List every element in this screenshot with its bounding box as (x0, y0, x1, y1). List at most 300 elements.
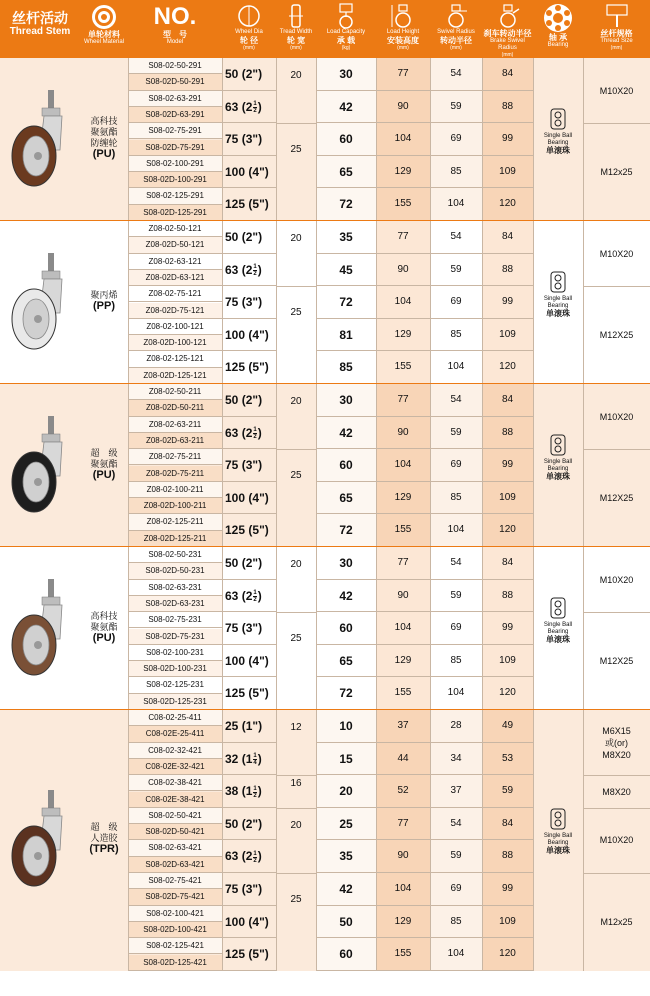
load-capacity-value: 45 (316, 254, 376, 287)
brake-radius-value: 84 (482, 547, 533, 580)
wheel-dia-inch-open: ( (238, 425, 246, 440)
wheel-dia-inch-close: ) (264, 914, 269, 929)
model-number: C08-02-25-411 (128, 710, 222, 726)
material-name: 超 级 (90, 822, 118, 833)
wheel-dia-mm: 32 (225, 751, 239, 766)
material-name: 高科技 (90, 116, 118, 126)
header-load (316, 0, 376, 61)
tread-width-icon (287, 3, 305, 29)
brake-radius-value: 84 (482, 384, 533, 417)
header-tread-cn: 轮 宽 (286, 36, 306, 45)
load-height-value: 104 (376, 286, 430, 319)
column-divider (482, 710, 483, 971)
column-divider (482, 384, 483, 547)
wheel-dia-fraction (253, 101, 256, 114)
wheel-dia-icon (238, 3, 260, 29)
swivel-radius-value: 69 (430, 612, 482, 645)
wheel-dia-fraction (253, 590, 256, 603)
tread-width-value: 20 (290, 70, 302, 81)
wheel-dia-inch-open: ( (238, 295, 246, 310)
swivel-radius-value: 34 (430, 743, 482, 776)
bearing-line2: Bearing (547, 302, 569, 309)
wheel-dia-cell (222, 123, 276, 156)
wheel-dia-cell (222, 938, 276, 971)
load-capacity-value: 72 (316, 514, 376, 547)
wheel-dia-inch-close: ) (264, 360, 269, 375)
model-number: S08-02D-100-291 (128, 172, 222, 188)
wheel-dia-inch-open: ( (238, 262, 246, 277)
wheel-dia-inch-close: ) (264, 947, 269, 962)
bearing-cn: 单滚珠 (546, 471, 570, 481)
header-height-en: Load Height (386, 29, 420, 35)
wheel-dia-cell (222, 319, 276, 352)
swivel-radius-value: 28 (430, 710, 482, 743)
swivel-radius-value: 54 (430, 221, 482, 254)
model-number: Z08-02D-50-121 (128, 237, 222, 253)
header-swivel-cn: 转动半径 (440, 36, 472, 45)
load-capacity-value: 85 (316, 351, 376, 384)
wheel-dia-inch: 2 (245, 230, 253, 244)
model-number: Z08-02-125-121 (128, 351, 222, 367)
material-name: 聚丙烯 (90, 290, 118, 300)
caster-image (4, 253, 76, 353)
load-capacity-value: 60 (316, 449, 376, 482)
tread-divider (276, 449, 316, 450)
model-number: S08-02-100-421 (128, 906, 222, 922)
fraction-numerator: 1 (253, 752, 257, 759)
model-number: S08-02-75-231 (128, 612, 222, 628)
brake-radius-value: 120 (482, 677, 533, 710)
header-wheel-dia-en: Wheel Dia (235, 29, 263, 35)
thread-size-value (583, 85, 650, 97)
wheel-dia-mm: 125 (225, 686, 246, 701)
wheel-dia-mm: 100 (225, 914, 246, 929)
thread-size-value (583, 411, 650, 423)
load-height-value: 155 (376, 938, 430, 971)
wheel-dia-inch-open: ( (245, 327, 253, 342)
swivel-radius-value: 104 (430, 351, 482, 384)
wheel-dia-inch-mark: " (259, 653, 265, 668)
wheel-dia-inch: 5 (252, 197, 260, 212)
wheel-dia-inch-close: ) (258, 67, 263, 81)
model-number: S08-02-63-291 (128, 91, 222, 107)
wheel-dia-mm: 100 (225, 490, 246, 505)
swivel-radius-value: 59 (430, 580, 482, 613)
swivel-radius-value: 69 (430, 123, 482, 156)
load-capacity-value: 72 (316, 286, 376, 319)
thread-size-line: M12X25 (599, 330, 634, 341)
column-divider (128, 58, 129, 221)
fraction-denominator: 2 (253, 107, 257, 114)
wheel-dia-fraction (253, 264, 256, 277)
wheel-dia-inch-whole: 1 (245, 751, 253, 766)
swivel-radius-icon (443, 3, 469, 29)
thread-size-line: M8X20 (602, 749, 631, 760)
wheel-dia-value (222, 906, 279, 939)
thread-size-line: M12x25 (600, 916, 633, 927)
wheel-dia-value (222, 188, 279, 221)
swivel-radius-value: 104 (430, 677, 482, 710)
model-number: S08-02D-50-291 (128, 74, 222, 90)
header-wheel-dia (222, 0, 276, 61)
load-height-value: 90 (376, 840, 430, 873)
load-capacity-value: 30 (316, 384, 376, 417)
model-number: S08-02D-125-421 (128, 955, 222, 971)
wheel-dia-inch-whole: 1 (245, 784, 253, 799)
model-number: Z08-02D-100-121 (128, 335, 222, 351)
model-number: Z08-02D-100-211 (128, 498, 222, 514)
tread-divider (276, 873, 316, 874)
swivel-radius-value: 54 (430, 808, 482, 841)
thread-size-value (583, 725, 650, 761)
column-divider (583, 384, 584, 547)
caster-image (4, 90, 76, 190)
model-number: S08-02D-75-291 (128, 140, 222, 156)
wheel-dia-inch: 4 (252, 327, 260, 342)
wheel-dia-inch: 1 (245, 719, 253, 733)
brake-radius-value: 99 (482, 286, 533, 319)
tread-divider (276, 123, 316, 124)
model-number: S08-02-75-291 (128, 123, 222, 139)
wheel-dia-value (222, 677, 279, 710)
wheel-dia-mm: 50 (225, 556, 239, 570)
model-number: S08-02D-63-421 (128, 857, 222, 873)
brake-radius-value: 120 (482, 514, 533, 547)
brake-radius-value: 120 (482, 188, 533, 221)
column-divider (276, 384, 277, 547)
wheel-dia-inch-open: ( (238, 230, 246, 244)
swivel-radius-value: 85 (430, 645, 482, 678)
column-divider (222, 710, 223, 971)
wheel-dia-cell (222, 808, 276, 841)
wheel-dia-mm: 75 (225, 882, 239, 896)
wheel-dia-mm: 125 (225, 360, 246, 375)
wheel-dia-value (222, 384, 279, 417)
model-number: Z08-02-50-121 (128, 221, 222, 237)
single-ball-bearing-icon (550, 597, 566, 619)
wheel-dia-inch-open: ( (238, 132, 246, 147)
wheel-dia-inch-mark: " (252, 132, 259, 147)
wheel-dia-cell (222, 91, 276, 124)
tread-width-value: 20 (290, 559, 302, 570)
caster-image (4, 579, 76, 679)
caster-image (4, 416, 76, 516)
bearing-info (533, 271, 583, 317)
wheel-dia-inch-close: ) (264, 523, 269, 538)
wheel-dia-cell (222, 775, 276, 808)
wheel-dia-inch: 5 (252, 523, 260, 538)
wheel-dia-mm: 75 (225, 132, 239, 147)
wheel-dia-inch-open: ( (245, 653, 253, 668)
model-number: Z08-02-50-211 (128, 384, 222, 400)
material-name: 高科技 (90, 610, 118, 621)
load-height-value: 155 (376, 514, 430, 547)
wheel-dia-inch-close: ) (257, 849, 262, 864)
wheel-dia-inch-close: ) (257, 784, 262, 799)
wheel-dia-inch: 2 (245, 67, 253, 81)
wheel-dia-value (222, 710, 279, 743)
bearing-line2: Bearing (547, 139, 569, 146)
model-number: C08-02-32-421 (128, 743, 222, 759)
header-height-cn: 安装高度 (387, 36, 419, 45)
wheel-dia-cell (222, 254, 276, 287)
model-number: C08-02E-25-411 (128, 726, 222, 742)
bearing-cn: 单滚珠 (546, 145, 570, 155)
wheel-dia-inch-close: ) (264, 686, 269, 701)
column-divider (533, 547, 534, 710)
wheel-dia-inch-open: ( (238, 588, 246, 603)
column-divider (222, 221, 223, 384)
wheel-dia-inch-close: ) (258, 458, 263, 473)
tread-width-value: 20 (290, 233, 302, 244)
wheel-dia-cell (222, 743, 276, 776)
wheel-dia-cell (222, 188, 276, 221)
product-group (0, 58, 650, 221)
wheel-dia-mm: 100 (225, 653, 246, 668)
bearing-line2: Bearing (547, 465, 569, 472)
load-capacity-icon (334, 3, 358, 29)
wheel-dia-inch-close: ) (257, 751, 262, 766)
wheel-dia-inch-close: ) (258, 882, 263, 896)
brake-radius-value: 120 (482, 351, 533, 384)
thread-divider (583, 123, 650, 124)
wheel-material-label (80, 290, 128, 312)
wheel-dia-value (222, 417, 279, 450)
wheel-dia-inch: 3 (245, 295, 253, 310)
brake-radius-value: 99 (482, 449, 533, 482)
load-capacity-value: 30 (316, 547, 376, 580)
wheel-dia-value (222, 645, 279, 678)
load-height-value: 90 (376, 91, 430, 124)
wheel-dia-value (222, 156, 279, 189)
header-wheel-material-cn: 单轮材料 (88, 30, 120, 39)
wheel-dia-inch-mark: " (252, 295, 259, 310)
wheel-dia-value (222, 840, 279, 873)
model-number: S08-02D-63-231 (128, 596, 222, 612)
wheel-dia-mm: 63 (225, 588, 239, 603)
wheel-dia-cell (222, 580, 276, 613)
wheel-dia-inch: 5 (252, 947, 260, 962)
wheel-dia-inch-open: ( (238, 784, 246, 799)
fraction-denominator: 2 (253, 792, 257, 799)
load-capacity-value: 65 (316, 156, 376, 189)
header-bearing-en: Bearing (547, 42, 569, 48)
wheel-dia-mm: 50 (225, 816, 239, 831)
column-divider (222, 384, 223, 547)
model-number: S08-02D-75-421 (128, 889, 222, 905)
wheel-dia-inch-open: ( (238, 621, 246, 636)
wheel-dia-inch-close: ) (264, 197, 269, 212)
column-divider (376, 221, 377, 384)
wheel-dia-mm: 125 (225, 523, 246, 538)
swivel-radius-value: 59 (430, 417, 482, 450)
tread-width-value: 20 (290, 819, 302, 831)
swivel-radius-value: 85 (430, 482, 482, 515)
material-name: 超 级 (90, 447, 118, 458)
wheel-dia-inch-mark: " (252, 458, 259, 473)
brake-swivel-icon (495, 3, 521, 29)
fraction-denominator: 4 (253, 759, 257, 766)
wheel-dia-value (222, 254, 279, 287)
load-capacity-value: 72 (316, 188, 376, 221)
wheel-dia-value (222, 547, 279, 580)
model-number: S08-02-50-231 (128, 547, 222, 563)
wheel-dia-inch-close: ) (257, 99, 262, 114)
load-height-value: 90 (376, 580, 430, 613)
wheel-dia-inch-open: ( (238, 393, 246, 407)
wheel-dia-inch-open: ( (238, 458, 246, 473)
wheel-dia-cell (222, 417, 276, 450)
wheel-dia-inch: 2 (245, 816, 253, 831)
load-capacity-value: 30 (316, 58, 376, 91)
wheel-dia-cell (222, 547, 276, 580)
product-group (0, 221, 650, 384)
wheel-dia-mm: 100 (225, 164, 246, 179)
thread-size-line: M10X20 (599, 248, 634, 259)
material-name: 聚氨酯 (90, 127, 118, 137)
wheel-dia-mm: 25 (225, 719, 239, 733)
header-bearing-cn: 轴 承 (548, 33, 568, 42)
swivel-radius-value: 54 (430, 547, 482, 580)
load-height-value: 129 (376, 156, 430, 189)
model-number: Z08-02-100-121 (128, 319, 222, 335)
column-divider (276, 221, 277, 384)
column-divider (128, 384, 129, 547)
wheel-dia-inch-mark: " (259, 360, 265, 375)
wheel-dia-cell (222, 677, 276, 710)
thread-size-line: M12X25 (599, 656, 634, 667)
column-divider (376, 384, 377, 547)
wheel-dia-value (222, 580, 279, 613)
wheel-dia-inch: 5 (252, 686, 260, 701)
wheel-dia-inch-close: ) (258, 393, 263, 407)
fraction-denominator: 2 (253, 433, 257, 440)
wheel-dia-value (222, 286, 279, 319)
tread-width-value: 25 (290, 894, 302, 905)
bearing-line2: Bearing (547, 628, 569, 635)
wheel-dia-mm: 63 (225, 262, 239, 277)
wheel-dia-mm: 50 (225, 67, 239, 81)
wheel-dia-value (222, 91, 279, 124)
load-capacity-value: 60 (316, 123, 376, 156)
table-header (0, 0, 650, 58)
wheel-dia-cell (222, 710, 276, 743)
thread-divider (583, 612, 650, 613)
swivel-radius-value: 85 (430, 156, 482, 189)
model-number: Z08-02D-63-211 (128, 433, 222, 449)
bearing-line1: Single Ball (543, 458, 573, 465)
wheel-dia-inch-mark: " (259, 523, 265, 538)
swivel-radius-value: 54 (430, 384, 482, 417)
header-model-cn: 型 号 (163, 30, 187, 39)
wheel-dia-mm: 63 (225, 99, 239, 114)
header-tread (276, 0, 316, 61)
wheel-dia-inch-close: ) (257, 425, 262, 440)
column-divider (316, 221, 317, 384)
wheel-dia-inch: 2 (245, 556, 253, 570)
material-name: 聚氨酯 (90, 458, 118, 469)
tread-width-value: 25 (290, 307, 302, 319)
column-divider (376, 547, 377, 710)
caster-wheel-icon (4, 790, 76, 890)
wheel-dia-value (222, 938, 279, 971)
wheel-dia-inch-open: ( (245, 164, 253, 179)
load-height-value: 77 (376, 58, 430, 91)
load-capacity-value: 65 (316, 482, 376, 515)
tread-width-value: 25 (290, 633, 302, 645)
header-model-en: Model (166, 39, 184, 45)
wheel-dia-fraction (253, 753, 256, 766)
column-divider (583, 710, 584, 971)
wheel-material-label (80, 116, 128, 160)
model-number: S08-02-75-421 (128, 873, 222, 889)
header-wheel-material-en: Wheel Material (83, 39, 124, 45)
swivel-radius-value: 37 (430, 775, 482, 808)
header-brake (482, 0, 533, 61)
bearing-cn: 单滚珠 (546, 308, 570, 318)
tread-divider (276, 286, 316, 287)
model-number: Z08-02D-50-211 (128, 400, 222, 416)
wheel-dia-inch: 4 (252, 164, 260, 179)
load-capacity-value: 15 (316, 743, 376, 776)
column-divider (316, 547, 317, 710)
model-number: S08-02-100-231 (128, 645, 222, 661)
load-height-value: 77 (376, 384, 430, 417)
model-number: S08-02D-100-421 (128, 922, 222, 938)
wheel-dia-inch: 5 (252, 360, 260, 375)
tread-divider (276, 808, 316, 809)
bearing-info (533, 108, 583, 154)
wheel-dia-inch: 2 (245, 393, 253, 407)
wheel-dia-inch: 3 (245, 621, 253, 636)
wheel-dia-inch-mark: " (252, 882, 259, 896)
wheel-dia-inch: 3 (245, 458, 253, 473)
column-divider (583, 547, 584, 710)
material-code: (PP) (93, 300, 115, 312)
wheel-dia-inch-open: ( (245, 947, 253, 962)
wheel-dia-inch-mark: " (252, 719, 259, 733)
wheel-dia-inch-mark: " (259, 197, 265, 212)
single-ball-bearing-icon (550, 108, 566, 130)
wheel-dia-value (222, 221, 279, 254)
brake-radius-value: 84 (482, 58, 533, 91)
load-capacity-value: 25 (316, 808, 376, 841)
model-number: Z08-02-125-211 (128, 514, 222, 530)
load-height-value: 104 (376, 449, 430, 482)
load-height-value: 155 (376, 188, 430, 221)
wheel-dia-inch-open: ( (238, 751, 246, 766)
thread-size-value (583, 248, 650, 260)
wheel-dia-inch-close: ) (258, 719, 263, 733)
wheel-dia-cell (222, 286, 276, 319)
column-divider (533, 221, 534, 384)
thread-divider (583, 286, 650, 287)
thread-size-line: 或(or) (605, 737, 628, 748)
header-swivel-unit: (mm) (450, 45, 462, 51)
wheel-dia-mm: 50 (225, 230, 239, 244)
header-wheel-dia-cn: 轮 径 (239, 36, 259, 45)
thread-divider (583, 775, 650, 776)
header-height-unit: (mm) (397, 45, 409, 51)
wheel-dia-value (222, 514, 279, 547)
wheel-dia-cell (222, 645, 276, 678)
wheel-dia-mm: 50 (225, 393, 239, 407)
wheel-dia-fraction (253, 786, 256, 799)
header-brake-cn: 刹车转动半径 (483, 29, 532, 38)
header-tread-en: Tread Width (279, 29, 313, 35)
brake-radius-value: 99 (482, 123, 533, 156)
brake-radius-value: 84 (482, 808, 533, 841)
